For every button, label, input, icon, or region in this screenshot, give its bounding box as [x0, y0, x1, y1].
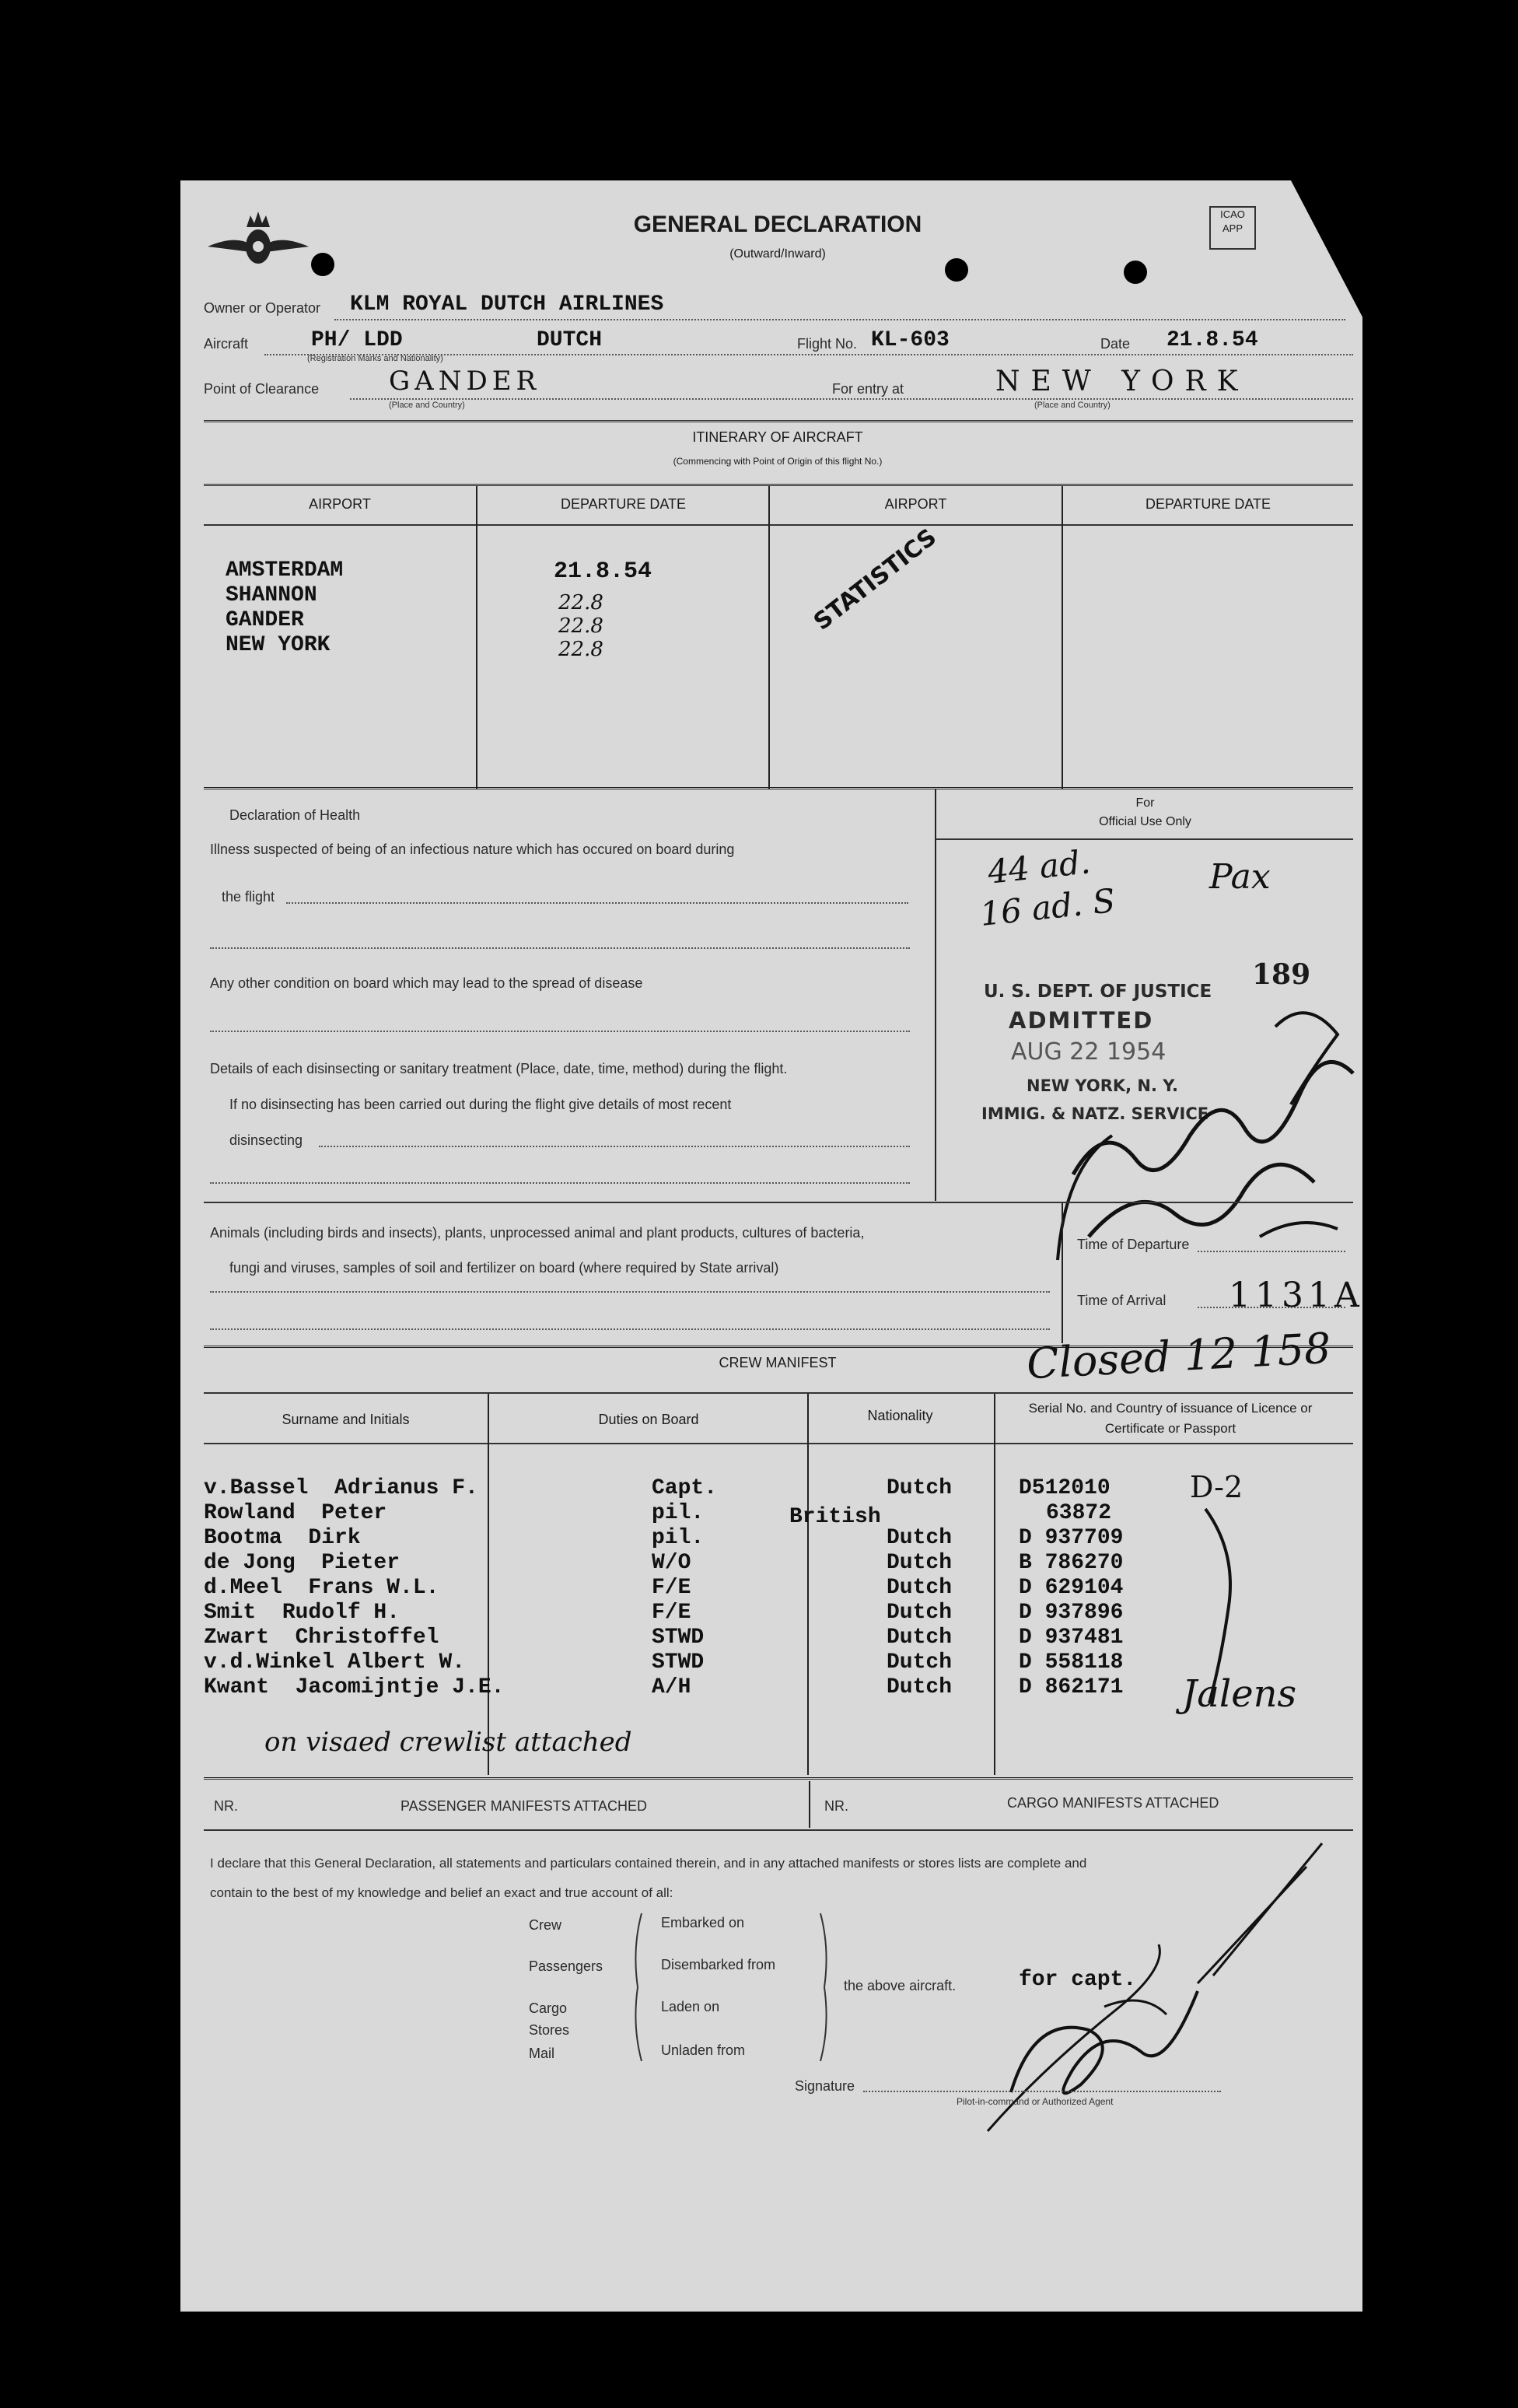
declaration-disembarked: Disembarked from — [661, 1957, 776, 1972]
passenger-manifests-label: PASSENGER MANIFESTS ATTACHED — [400, 1798, 648, 1814]
aircraft-registration: PH/ LDD — [311, 328, 403, 352]
itinerary-col-line — [768, 485, 770, 789]
hand-crewlist-note: on visaed crewlist attached — [264, 1727, 632, 1758]
itinerary-subtitle: (Commencing with Point of Origin of this flight No.) — [673, 456, 883, 467]
crew-serial: D 937481 — [1019, 1626, 1124, 1650]
crew-header-nationality: Nationality — [867, 1408, 933, 1423]
itinerary-col-line — [476, 485, 477, 789]
crew-header-name: Surname and Initials — [282, 1412, 410, 1427]
itinerary-header-date-2: DEPARTURE DATE — [1145, 496, 1271, 512]
declaration-embarked: Embarked on — [661, 1915, 745, 1930]
crew-duty: A/H — [652, 1675, 691, 1699]
crew-duty: F/E — [652, 1601, 691, 1625]
hand-initials: Jalens — [1182, 1672, 1297, 1716]
form-title: GENERAL DECLARATION — [633, 212, 922, 237]
crew-nationality: Dutch — [887, 1601, 953, 1625]
crew-duty: Capt. — [652, 1476, 718, 1500]
health-line5: If no disinsecting has been carried out during the flight give details of most recent — [229, 1097, 732, 1112]
divider — [204, 787, 1353, 789]
klm-crown-logo-icon — [204, 204, 313, 282]
crew-name: de Jong Pieter — [204, 1551, 400, 1575]
form-number: 189 — [1252, 958, 1311, 991]
punch-hole — [945, 258, 968, 282]
crew-name: Rowland Peter — [204, 1501, 387, 1525]
crew-name: v.Bassel Adrianus F. — [204, 1476, 478, 1500]
crew-header-duties: Duties on Board — [598, 1412, 699, 1427]
itinerary-date: 22.8 — [558, 638, 603, 661]
crew-duty: STWD — [652, 1650, 705, 1675]
crew-serial: B 786270 — [1019, 1551, 1124, 1575]
admitted-stamp-line1: U. S. DEPT. OF JUSTICE — [984, 982, 1212, 1002]
aircraft-note: (Registration Marks and Nationality) — [307, 354, 443, 363]
aircraft-line — [264, 354, 1353, 355]
declaration-passengers: Passengers — [529, 1958, 603, 1974]
hand-count-second: 16 ad. S — [978, 881, 1118, 933]
icao-box: ICAO APP — [1209, 206, 1256, 250]
divider — [204, 1777, 1353, 1780]
crew-name: Bootma Dirk — [204, 1526, 361, 1550]
itinerary-header-date-1: DEPARTURE DATE — [560, 496, 687, 512]
declaration-aircraft: the above aircraft. — [844, 1978, 957, 1993]
itinerary-airport: NEW YORK — [226, 633, 331, 657]
health-line — [210, 947, 910, 949]
manifest-divider — [809, 1781, 810, 1828]
hand-count-adults: 44 ad. — [985, 842, 1093, 891]
animals-line — [210, 1328, 1050, 1330]
health-title: Declaration of Health — [229, 807, 361, 823]
departure-time-label: Time of Departure — [1077, 1237, 1190, 1252]
clearance-note: (Place and Country) — [389, 401, 465, 410]
health-line3: Any other condition on board which may lead to the spread of disease — [210, 975, 643, 991]
flight-value: KL-603 — [871, 328, 950, 352]
itinerary-date: 22.8 — [558, 614, 603, 638]
crew-serial: D 862171 — [1019, 1675, 1124, 1699]
crew-col-line — [994, 1394, 995, 1775]
declaration-stores: Stores — [529, 2022, 570, 2038]
for-capt: for capt. — [1019, 1968, 1137, 1992]
entry-label: For entry at — [832, 381, 904, 397]
punch-hole — [311, 253, 334, 276]
crew-duty: pil. — [652, 1501, 705, 1525]
health-line4: Details of each disinsecting or sanitary treatment (Place, date, time, method) during the flight. — [210, 1061, 788, 1076]
signature-line — [863, 2091, 1221, 2092]
signature-label: Signature — [795, 2078, 855, 2094]
signature-note: Pilot-in-command or Authorized Agent — [957, 2096, 1114, 2107]
crew-name: Kwant Jacomijntje J.E. — [204, 1675, 505, 1699]
crew-name: Smit Rudolf H. — [204, 1601, 400, 1625]
statistics-stamp: STATISTICS — [809, 523, 943, 636]
crew-serial: D 937896 — [1019, 1601, 1124, 1625]
arrival-time-line — [1198, 1307, 1345, 1308]
admitted-stamp-line5: IMMIG. & NATZ. SERVICE — [981, 1104, 1209, 1123]
official-for: For — [1135, 796, 1155, 810]
health-line1: Illness suspected of being of an infectious nature which has occured on board during — [210, 842, 735, 857]
admitted-stamp-line4: NEW YORK, N. Y. — [1027, 1076, 1179, 1095]
divider — [204, 1392, 1353, 1394]
crew-nationality: Dutch — [887, 1650, 953, 1675]
date-label: Date — [1100, 336, 1131, 352]
crew-name: Zwart Christoffel — [204, 1626, 439, 1650]
crew-serial: D 937709 — [1019, 1526, 1124, 1550]
clearance-value: GANDER — [389, 366, 541, 397]
divider — [204, 420, 1353, 422]
cargo-nr-label: NR. — [824, 1798, 848, 1814]
admitted-stamp-line2: ADMITTED — [1009, 1007, 1154, 1034]
health-line — [286, 902, 908, 904]
declaration-crew: Crew — [529, 1917, 562, 1933]
clearance-line — [350, 398, 1353, 400]
crew-col-line — [488, 1394, 489, 1775]
itinerary-header-airport-1: AIRPORT — [309, 496, 371, 512]
crew-col-line — [807, 1394, 809, 1775]
owner-line — [334, 319, 1345, 320]
crew-duty: pil. — [652, 1526, 705, 1550]
form-subtitle: (Outward/Inward) — [729, 247, 826, 261]
arrival-time-label: Time of Arrival — [1077, 1293, 1166, 1308]
punch-hole — [1124, 261, 1147, 284]
time-box-line — [1062, 1203, 1063, 1343]
crew-serial: D 629104 — [1019, 1576, 1124, 1600]
entry-value: NEW YORK — [995, 366, 1249, 397]
crew-duty: W/O — [652, 1551, 691, 1575]
crew-title: CREW MANIFEST — [719, 1355, 837, 1370]
crew-name: d.Meel Frans W.L. — [204, 1576, 439, 1600]
health-line — [210, 1182, 910, 1184]
health-line6: disinsecting — [229, 1132, 303, 1148]
hand-d2: D-2 — [1190, 1470, 1243, 1504]
official-use: Official Use Only — [1099, 815, 1191, 828]
aircraft-nationality: DUTCH — [537, 328, 603, 352]
declaration-line1: I declare that this General Declaration, all statements and particulars contained therein, and in any attached manifests or stores lists are complete and — [210, 1856, 1087, 1871]
crew-nationality: Dutch — [887, 1576, 953, 1600]
crew-closed-note: Closed 12 158 — [1025, 1323, 1332, 1389]
admitted-stamp-line3: AUG 22 1954 — [1011, 1038, 1166, 1066]
arrival-time-value: 1131A — [1229, 1276, 1364, 1315]
itinerary-date: 21.8.54 — [554, 558, 652, 585]
animals-line — [210, 1291, 1050, 1293]
passenger-nr-label: NR. — [214, 1798, 238, 1814]
crew-header-serial: Serial No. and Country of issuance of Licence or Certificate or Passport — [1028, 1401, 1313, 1436]
declaration-laden: Laden on — [661, 1999, 720, 2014]
crew-serial: 63872 — [1046, 1501, 1112, 1525]
declaration-line2: contain to the best of my knowledge and belief an exact and true account of all: — [210, 1885, 673, 1900]
crew-serial: D512010 — [1019, 1476, 1111, 1500]
crew-duty: STWD — [652, 1626, 705, 1650]
itinerary-col-line — [1062, 485, 1063, 789]
crew-nationality: British — [789, 1505, 881, 1529]
divider — [204, 484, 1353, 486]
declaration-cargo: Cargo — [529, 2000, 568, 2016]
itinerary-header-airport-2: AIRPORT — [884, 496, 947, 512]
date-value: 21.8.54 — [1166, 328, 1258, 352]
crew-serial: D 558118 — [1019, 1650, 1124, 1675]
crew-nationality: Dutch — [887, 1526, 953, 1550]
crew-duty: F/E — [652, 1576, 691, 1600]
owner-label: Owner or Operator — [204, 300, 321, 316]
crew-nationality: Dutch — [887, 1551, 953, 1575]
official-box-line — [935, 789, 936, 1201]
crew-nationality: Dutch — [887, 1675, 953, 1699]
crew-nationality: Dutch — [887, 1476, 953, 1500]
brace-left-icon — [626, 1909, 649, 2065]
divider — [204, 524, 1353, 526]
crew-name: v.d.Winkel Albert W. — [204, 1650, 466, 1675]
health-line — [319, 1146, 910, 1147]
health-line — [210, 1031, 910, 1032]
animals-line1: Animals (including birds and insects), plants, unprocessed animal and plant products, cultures of bacteria, — [210, 1225, 865, 1241]
divider — [204, 1443, 1353, 1444]
itinerary-airport: AMSTERDAM — [226, 558, 344, 583]
itinerary-title: ITINERARY OF AIRCRAFT — [692, 429, 863, 445]
clearance-label: Point of Clearance — [204, 381, 320, 397]
crew-nationality: Dutch — [887, 1626, 953, 1650]
departure-time-line — [1198, 1251, 1345, 1252]
entry-note: (Place and Country) — [1034, 401, 1111, 410]
owner-value: KLM ROYAL DUTCH AIRLINES — [350, 292, 664, 317]
divider — [204, 1829, 1353, 1831]
cargo-manifests-label: CARGO MANIFESTS ATTACHED — [1007, 1795, 1219, 1811]
declaration-unladen: Unladen from — [661, 2042, 746, 2058]
itinerary-airport: SHANNON — [226, 583, 317, 607]
aircraft-label: Aircraft — [204, 336, 249, 352]
hand-pax: Pax — [1209, 857, 1271, 897]
official-divider — [936, 838, 1353, 840]
flight-label: Flight No. — [797, 336, 858, 352]
brace-right-icon — [813, 1909, 836, 2065]
animals-line2: fungi and viruses, samples of soil and fertilizer on board (where required by State arrival) — [229, 1260, 779, 1276]
itinerary-airport: GANDER — [226, 608, 304, 632]
declaration-mail: Mail — [529, 2046, 555, 2061]
divider — [204, 1202, 1353, 1203]
itinerary-date: 22.8 — [558, 591, 603, 614]
health-line2: the flight — [222, 889, 275, 905]
